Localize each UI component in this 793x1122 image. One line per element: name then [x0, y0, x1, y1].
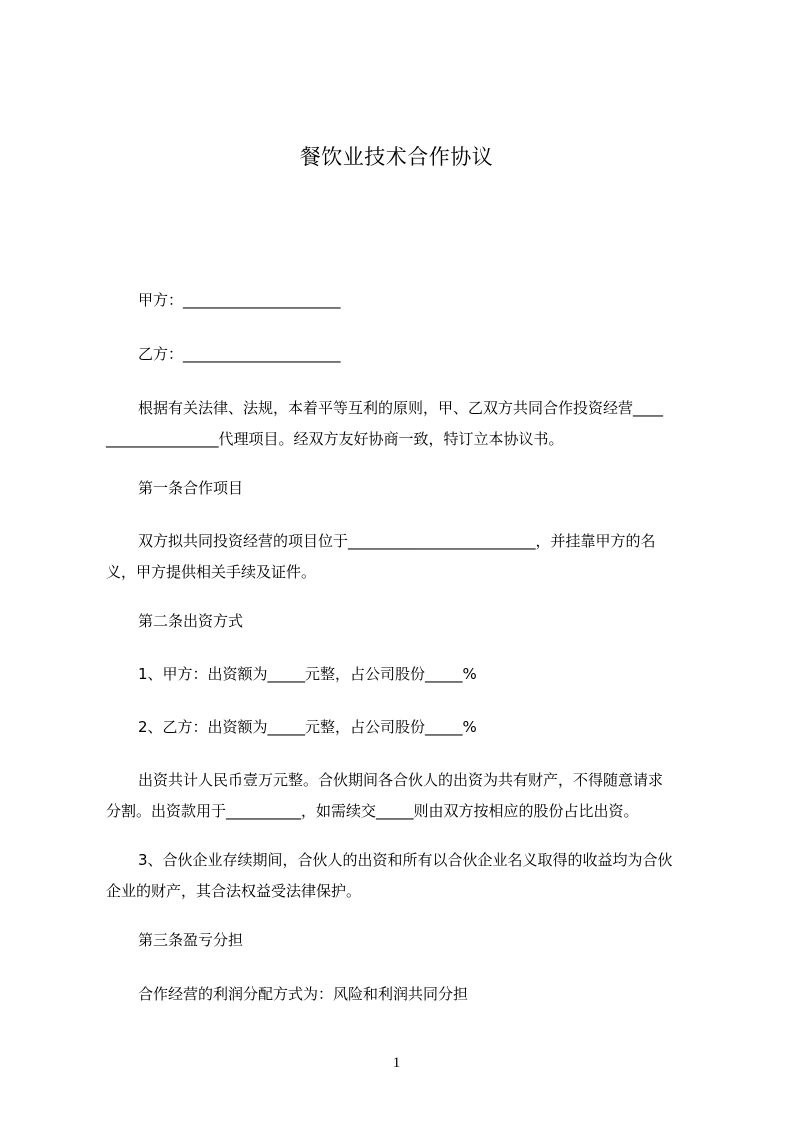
article-2-item-3-line-1: 3、合伙企业存续期间，合伙人的出资和所有以合伙企业名义取得的收益均为合伙	[138, 851, 673, 869]
article-3-profit-line: 合作经营的利润分配方式为：风险和利润共同分担	[138, 985, 469, 1003]
article-1-paragraph	[106, 526, 706, 588]
article-2-total-line-2: 分割。出资款用于__________，如需续交_____则由双方按相应的股份占比出资。	[106, 802, 639, 820]
article-2-item-3-line-2: 企业的财产，其合法权益受法律保护。	[106, 882, 362, 900]
article-2-item-1: 1、甲方：出资额为_____元整，占公司股份_____%	[138, 665, 477, 683]
party-b-line: 乙方：_____________________	[138, 345, 341, 363]
article-1-line-2: 义，甲方提供相关手续及证件。	[106, 563, 317, 581]
article-3-heading: 第三条盈亏分担	[138, 931, 244, 949]
article-2-item-2: 2、乙方：出资额为_____元整，占公司股份_____%	[138, 718, 477, 736]
intro-line-1: 根据有关法律、法规，本着平等互利的原则，甲、乙双方共同合作投资经营____	[138, 399, 664, 417]
article-2-item-3-paragraph	[106, 845, 706, 907]
document-title: 餐饮业技术合作协议	[299, 145, 494, 169]
page-number: 1	[392, 1055, 401, 1071]
intro-paragraph	[106, 393, 706, 455]
article-2-total-line-1: 出资共计人民币壹万元整。合伙期间各合伙人的出资为共有财产，不得随意请求	[138, 771, 664, 789]
article-1-line-1: 双方拟共同投资经营的项目位于_________________________，并挂靠甲方的名	[138, 532, 656, 550]
intro-line-2: _______________代理项目。经双方友好协商一致，特订立本协议书。	[106, 430, 564, 448]
article-2-total-paragraph	[106, 765, 706, 827]
party-a-line: 甲方：_____________________	[138, 291, 341, 309]
article-1-heading: 第一条合作项目	[138, 479, 244, 497]
article-2-heading: 第二条出资方式	[138, 612, 244, 630]
